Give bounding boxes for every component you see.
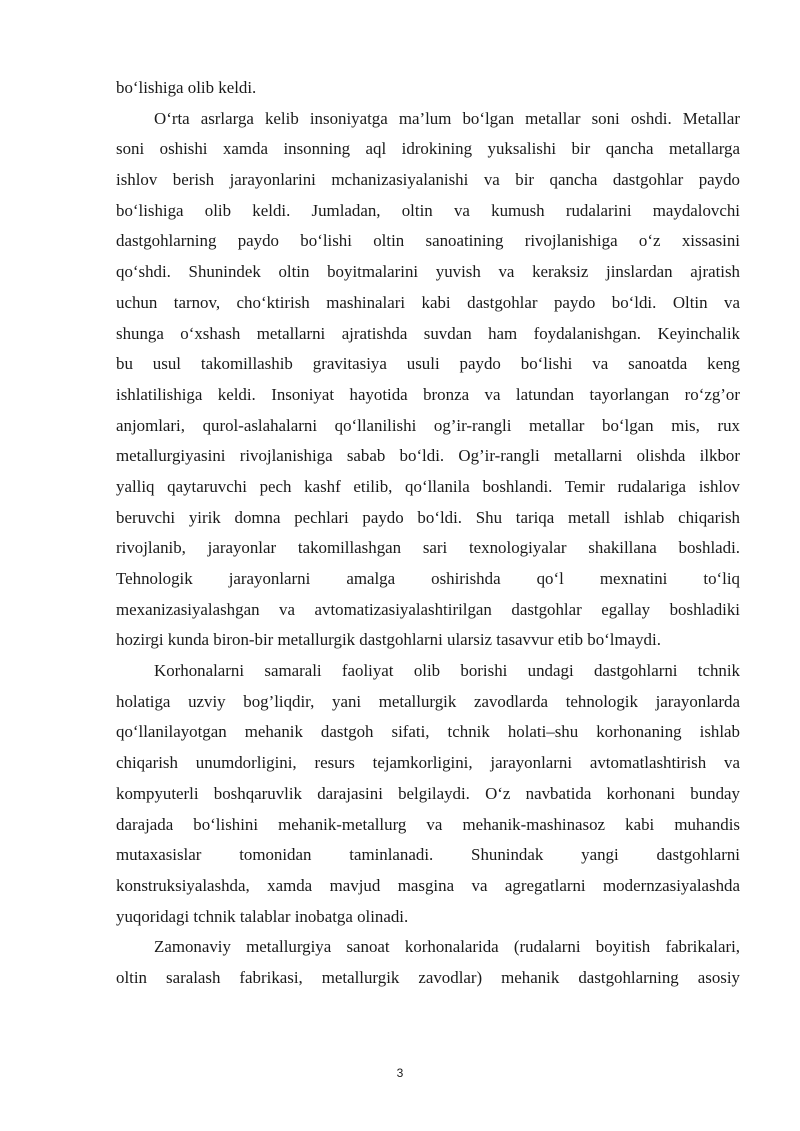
- text-line: qo‘llanilayotgan mehanik dastgoh sifati, tchnik holati–shu korhonaning ishlab: [116, 722, 740, 742]
- text-line: holatiga uzviy bog’liqdir, yani metallurgik zavodlarda tehnologik jarayonlarda: [116, 691, 740, 711]
- text-line: Zamonaviy metallurgiya sanoat korhonalarida (rudalarni boyitish fabrikalari,: [154, 937, 740, 957]
- text-line: kompyuterli boshqaruvlik darajasini belgilaydi. O‘z navbatida korhonani bunday: [116, 783, 740, 803]
- text-line: uchun tarnov, cho‘ktirish mashinalari kabi dastgohlar paydo bo‘ldi. Oltin va: [116, 292, 740, 312]
- text-line: konstruksiyalashda, xamda mavjud masgina va agregatlarni modernzasiyalashda: [116, 875, 740, 895]
- page-number: 3: [396, 1066, 404, 1080]
- document-body: [116, 73, 740, 994]
- text-line: qo‘shdi. Shunindek oltin boyitmalarini yuvish va keraksiz jinslardan ajratish: [116, 262, 740, 282]
- text-line: Korhonalarni samarali faoliyat olib borishi undagi dastgohlarni tchnik: [154, 661, 740, 681]
- paragraph: [116, 104, 740, 656]
- text-line: dastgohlarning paydo bo‘lishi oltin sanoatining rivojlanishiga o‘z xissasini: [116, 231, 740, 251]
- paragraph: [116, 656, 740, 932]
- text-line: bu usul takomillashib gravitasiya usuli paydo bo‘lishi va sanoatda keng: [116, 354, 740, 374]
- text-line: mutaxasislar tomonidan taminlanadi. Shunindak yangi dastgohlarni: [116, 845, 740, 865]
- text-line: ishlov berish jarayonlarini mchanizasiyalanishi va bir qancha dastgohlar paydo: [116, 170, 740, 190]
- text-line: oltin saralash fabrikasi, metallurgik zavodlar) mehanik dastgohlarning asosiy: [116, 967, 740, 987]
- paragraph: [116, 932, 740, 993]
- text-line: rivojlanib, jarayonlar takomillashgan sari texnologiyalar shakillana boshladi.: [116, 538, 740, 558]
- text-line: mexanizasiyalashgan va avtomatizasiyalashtirilgan dastgohlar egallay boshladiki: [116, 599, 740, 619]
- text-line: Tehnologik jarayonlarni amalga oshirishda qo‘l mexnatini to‘liq: [116, 569, 740, 588]
- text-line: darajada bo‘lishini mehanik-metallurg va mehanik-mashinasoz kabi muhandis: [116, 814, 740, 834]
- paragraph: [116, 73, 740, 104]
- text-line: beruvchi yirik domna pechlari paydo bo‘ldi. Shu tariqa metall ishlab chiqarish: [116, 507, 740, 527]
- text-line: bo‘lishiga olib keldi.: [116, 78, 257, 97]
- text-line: bo‘lishiga olib keldi. Jumladan, oltin va kumush rudalarini maydalovchi: [116, 200, 740, 220]
- text-line: hozirgi kunda biron-bir metallurgik dastgohlarni ularsiz tasavvur etib bo‘lmaydi.: [116, 630, 661, 650]
- text-line: soni oshishi xamda insonning aql idrokining yuksalishi bir qancha metallarga: [116, 139, 740, 159]
- text-line: ishlatilishiga keldi. Insoniyat hayotida bronza va latundan tayorlangan ro‘zg’or: [116, 384, 740, 404]
- text-line: yalliq qaytaruvchi pech kashf etilib, qo‘llanila boshlandi. Temir rudalariga ishlov: [116, 476, 740, 496]
- text-line: anjomlari, qurol-aslahalarni qo‘llanilishi og’ir-rangli metallar bo‘lgan mis, rux: [116, 415, 740, 435]
- text-line: O‘rta asrlarga kelib insoniyatga ma’lum bo‘lgan metallar soni oshdi. Metallar: [154, 108, 740, 128]
- text-line: chiqarish unumdorligini, resurs tejamkorligini, jarayonlarni avtomatlashtirish va: [116, 753, 740, 773]
- text-line: yuqoridagi tchnik talablar inobatga olinadi.: [116, 906, 409, 926]
- text-line: metallurgiyasini rivojlanishiga sabab bo‘ldi. Og’ir-rangli metallarni olishda ilkbor: [116, 446, 740, 466]
- text-line: shunga o‘xshash metallarni ajratishda suvdan ham foydalanishgan. Keyinchalik: [116, 323, 740, 343]
